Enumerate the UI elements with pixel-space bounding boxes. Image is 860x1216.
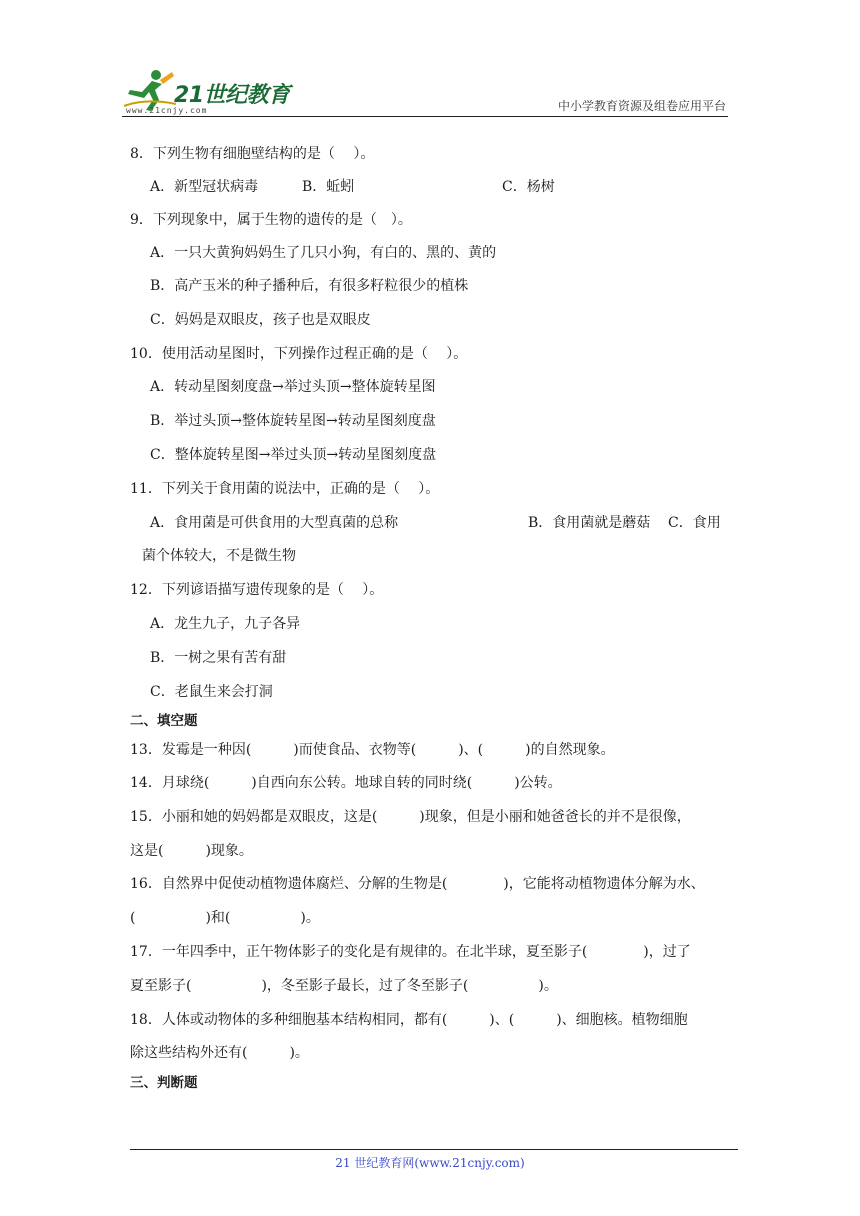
q11-options <box>150 512 721 534</box>
q11-stem: 11．下列关于食用菌的说法中，正确的是（ ）。 <box>130 481 440 497</box>
q10-option-c: C．整体旋转星图→举过头顶→转动星图刻度盘 <box>150 447 437 463</box>
q9-option-c: C．妈妈是双眼皮，孩子也是双眼皮 <box>150 312 371 328</box>
site-logo <box>122 66 302 116</box>
q15-line2: 这是( )现象。 <box>130 843 253 859</box>
q10-option-a: A．转动星图刻度盘→举过头顶→整体旋转星图 <box>150 379 436 395</box>
q12-option-b: B．一树之果有苦有甜 <box>150 650 287 666</box>
q18-line2: 除这些结构外还有( )。 <box>130 1045 309 1061</box>
q10-stem: 10．使用活动星图时，下列操作过程正确的是（ ）。 <box>130 346 468 362</box>
q12-stem: 12．下列谚语描写遗传现象的是（ ）。 <box>130 582 384 598</box>
q11-option-b: B．食用菌就是蘑菇 <box>528 515 651 531</box>
section-true-false-title: 三、判断题 <box>130 1075 198 1091</box>
q8-option-b: B．蚯蚓 <box>302 179 355 195</box>
section-fill-blank-title: 二、填空题 <box>130 713 198 729</box>
q9-option-b: B．高产玉米的种子播种后，有很多籽粒很少的植株 <box>150 278 469 294</box>
logo-url: www.21cnjy.com <box>126 106 208 115</box>
q13: 13．发霉是一种因( )而使食品、衣物等( )、( )的自然现象。 <box>130 742 615 758</box>
q11-option-a: A．食用菌是可供食用的大型真菌的总称 <box>150 515 399 531</box>
q12-option-c: C．老鼠生来会打洞 <box>150 684 273 700</box>
q17-line2: 夏至影子( )，冬至影子最长，过了冬至影子( )。 <box>130 978 558 994</box>
platform-name: 中小学教育资源及组卷应用平台 <box>557 99 726 113</box>
q8-option-a: A．新型冠状病毒 <box>150 179 259 195</box>
page-header <box>122 66 728 118</box>
q8-stem: 8．下列生物有细胞壁结构的是（ ）。 <box>130 146 375 162</box>
q12-option-a: A．龙生九子，九子各异 <box>150 616 301 632</box>
q8-options <box>150 176 555 198</box>
footer-divider <box>130 1149 738 1150</box>
q11-option-c-continued: 菌个体较大，不是微生物 <box>142 548 296 564</box>
q9-stem: 9．下列现象中，属于生物的遗传的是（ ）。 <box>130 212 412 228</box>
q16-line2: ( )和( )。 <box>130 910 320 926</box>
q14: 14．月球绕( )自西向东公转。地球自转的同时绕( )公转。 <box>130 775 562 791</box>
q11-option-c: C．食用 <box>668 515 721 531</box>
header-divider <box>122 116 728 117</box>
logo-text: 21世纪教育 <box>174 83 290 108</box>
q17-line1: 17．一年四季中，正午物体影子的变化是有规律的。在北半球，夏至影子( )，过了 <box>130 944 691 960</box>
q15-line1: 15．小丽和她的妈妈都是双眼皮，这是( )现象，但是小丽和她爸爸长的并不是很像， <box>130 809 691 825</box>
q18-line1: 18．人体或动物体的多种细胞基本结构相同，都有( )、( )、细胞核。植物细胞 <box>130 1012 688 1028</box>
page-footer: 21 世纪教育网(www.21cnjy.com) <box>335 1156 525 1170</box>
q9-option-a: A．一只大黄狗妈妈生了几只小狗，有白的、黑的、黄的 <box>150 245 497 261</box>
q8-option-c: C．杨树 <box>502 179 555 195</box>
q16-line1: 16．自然界中促使动植物遗体腐烂、分解的生物是( )，它能将动植物遗体分解为水、 <box>130 876 705 892</box>
q10-option-b: B．举过头顶→整体旋转星图→转动星图刻度盘 <box>150 413 436 429</box>
